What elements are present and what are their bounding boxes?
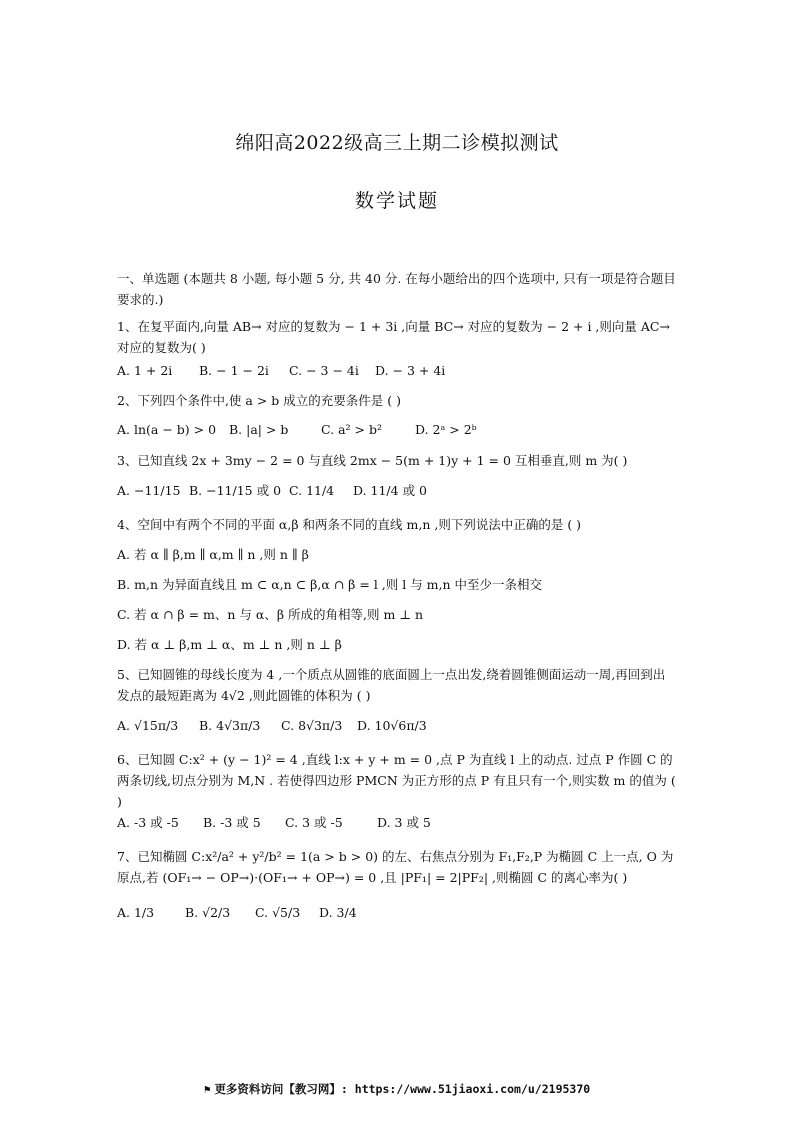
option-d: D. 3/4 (319, 905, 357, 920)
question-3-stem: 3、已知直线 2x + 3my − 2 = 0 与直线 2mx − 5(m + 1)y + 1 = 0 互相垂直,则 m 为( ) (117, 453, 628, 468)
footer-link[interactable] (0, 1081, 794, 1097)
option-b: B. -3 或 5 (203, 815, 261, 830)
question-1-stem: 1、在复平面内,向量 AB→ 对应的复数为 − 1 + 3i ,向量 BC→ 对应的复数为 − 2 + i ,则向量 AC→ 对应的复数为( ) (117, 319, 670, 355)
option-c: C. √5/3 (255, 905, 301, 920)
question-4-option-a: A. 若 α ∥ β,m ∥ α,m ∥ n ,则 n ∥ β (117, 547, 309, 562)
option-d: D. 2ᵃ > 2ᵇ (415, 422, 477, 437)
question-7-options (117, 903, 357, 923)
option-c: C. a² > b² (321, 422, 382, 437)
question-5-stem: 5、已知圆锥的母线长度为 4 ,一个质点从圆锥的底面圆上一点出发,绕着圆锥侧面运动一周,再回到出发点的最短距离为 4√2 ,则此圆锥的体积为 ( ) (117, 667, 666, 703)
option-d: D. 3 或 5 (377, 815, 431, 830)
question-4-stem: 4、空间中有两个不同的平面 α,β 和两条不同的直线 m,n ,则下列说法中正确的是 ( ) (117, 517, 582, 532)
option-b: B. − 1 − 2i (199, 363, 269, 378)
question-5-options (117, 716, 427, 736)
option-a: A. √15π/3 (117, 718, 179, 733)
option-c: C. 11/4 (289, 483, 335, 498)
question-7-stem: 7、已知椭圆 C:x²/a² + y²/b² = 1(a > b > 0) 的左、右焦点分别为 F₁,F₂,P 为椭圆 C 上一点, O 为原点,若 (OF₁→ − OP→)·(OF₁→ + OP→) = 0 ,且 |PF₁| = 2|PF₂| ,则椭圆 C 的离心率为( ) (117, 849, 674, 885)
question-4-option-b: B. m,n 为异面直线且 m ⊂ α,n ⊂ β,α ∩ β = l ,则 l 与 m,n 中至少一条相交 (117, 577, 543, 592)
question-6-stem: 6、已知圆 C:x² + (y − 1)² = 4 ,直线 l:x + y + m = 0 ,点 P 为直线 l 上的动点. 过点 P 作圆 C 的两条切线,切点分别为 M,N . 若使得四边形 PMCN 为正方形的点 P 有且只有一个,则实数 m 的值为 ( ) (117, 752, 676, 809)
option-b: B. √2/3 (185, 905, 231, 920)
option-c: C. 8√3π/3 (281, 718, 343, 733)
option-a: A. ln(a − b) > 0 (117, 422, 217, 437)
section-instructions: 一、单选题 (本题共 8 小题, 每小题 5 分, 共 40 分. 在每小题给出的四个选项中, 只有一项是符合题目要求的.) (117, 271, 676, 307)
option-b: B. −11/15 或 0 (189, 483, 282, 498)
option-d: D. 11/4 或 0 (353, 483, 427, 498)
flag-icon: ⚑ (203, 1083, 211, 1096)
option-a: A. −11/15 (117, 483, 181, 498)
question-6-options (117, 813, 431, 833)
exam-title: 绵阳高2022级高三上期二诊模拟测试 (235, 132, 559, 154)
option-a: A. 1/3 (117, 905, 155, 920)
question-1-options (117, 361, 445, 381)
option-b: B. 4√3π/3 (199, 718, 261, 733)
option-c: C. 3 或 -5 (285, 815, 343, 830)
question-4-option-c: C. 若 α ∩ β = m、n 与 α、β 所成的角相等,则 m ⊥ n (117, 607, 424, 622)
question-2-stem: 2、下列四个条件中,使 a > b 成立的充要条件是 ( ) (117, 393, 401, 408)
option-c: C. − 3 − 4i (289, 363, 359, 378)
question-3-options (117, 481, 427, 501)
option-a: A. -3 或 -5 (117, 815, 179, 830)
option-d: D. − 3 + 4i (375, 363, 446, 378)
option-d: D. 10√6π/3 (357, 718, 427, 733)
option-a: A. 1 + 2i (117, 363, 173, 378)
footer-text: 更多资料访问【教习网】: https://www.51jiaoxi.com/u/2195370 (214, 1082, 591, 1096)
question-4-option-d: D. 若 α ⊥ β,m ⊥ α、m ⊥ n ,则 n ⊥ β (117, 637, 342, 652)
question-2-options (117, 420, 477, 440)
option-b: B. |a| > b (229, 422, 289, 437)
exam-subtitle: 数学试题 (354, 190, 439, 212)
